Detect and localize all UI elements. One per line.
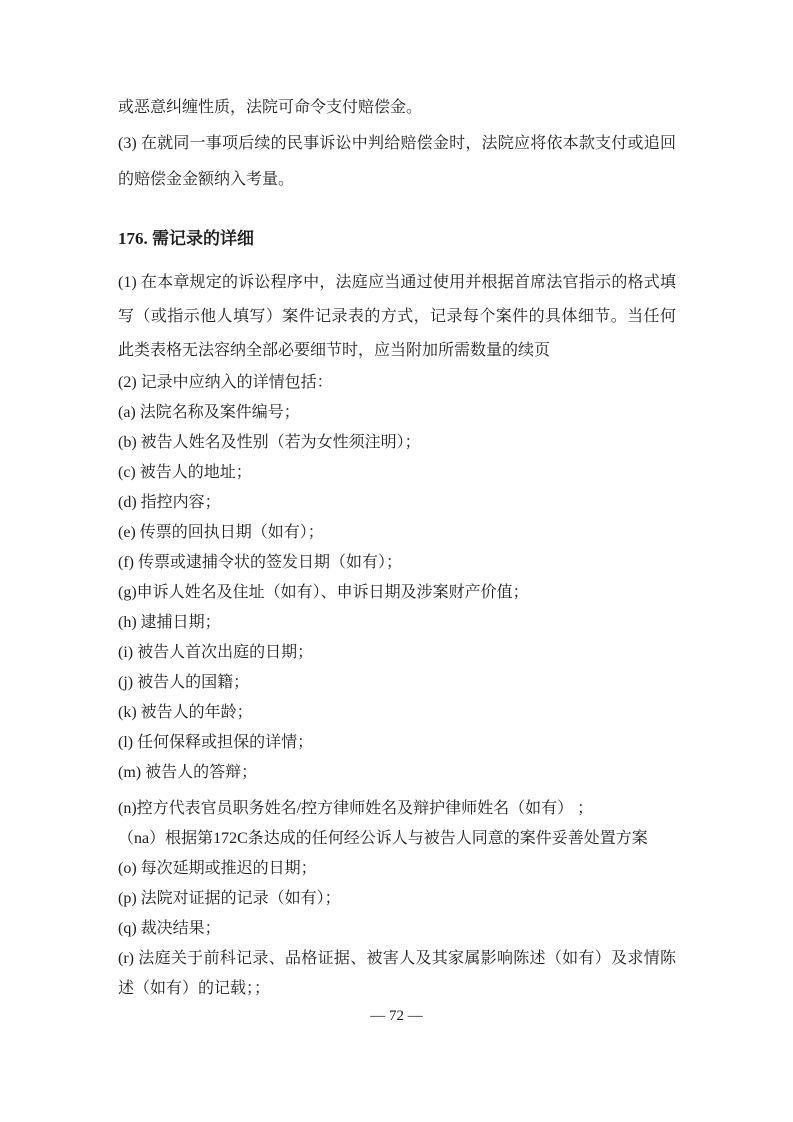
list-item-l: (l) 任何保释或担保的详情；	[118, 734, 314, 751]
list-item-r: (r) 法庭关于前科记录、品格证据、被害人及其家属影响陈述（如有）及求情陈述（如有）的记载；；	[118, 950, 676, 997]
section-paragraph-2: (2) 记录中应纳入的详情包括：	[118, 374, 333, 391]
list-item-o: (o) 每次延期或推迟的日期；	[118, 860, 317, 877]
intro-paragraph-continuation: 或恶意纠缠性质，法院可命令支付赔偿金。	[118, 99, 423, 116]
section-paragraph-1: (1) 在本章规定的诉讼程序中，法庭应当通过使用并根据首席法官指示的格式填写（或指示他人填写）案件记录表的方式，记录每个案件的具体细节。当任何此类表格无法容纳全部必要细节时，应当附加所需数量的续页	[118, 274, 676, 359]
list-item-h: (h) 逮捕日期；	[118, 614, 221, 631]
intro-paragraph-3: (3) 在就同一事项后续的民事诉讼中判给赔偿金时，法院应将依本款支付或追回的赔偿金金额纳入考量。	[118, 135, 676, 188]
list-item-p: (p) 法院对证据的记录（如有）；	[118, 890, 341, 907]
list-item-b: (b) 被告人姓名及性别（若为女性须注明）；	[118, 434, 421, 451]
list-item-a: (a) 法院名称及案件编号；	[118, 404, 300, 421]
page-number: — 72 —	[370, 1008, 423, 1024]
list-item-na: （na）根据第172C条达成的任何经公诉人与被告人同意的案件妥善处置方案	[118, 830, 648, 847]
list-item-e: (e) 传票的回执日期（如有）；	[118, 524, 324, 541]
list-item-d: (d) 指控内容；	[118, 494, 221, 511]
list-item-f: (f) 传票或逮捕令状的签发日期（如有）；	[118, 554, 402, 571]
list-item-n: (n)控方代表官员职务姓名/控方律师姓名及辩护律师姓名（如有） ；	[118, 800, 594, 817]
list-item-c: (c) 被告人的地址；	[118, 464, 252, 481]
list-item-m: (m) 被告人的答辩；	[118, 764, 258, 781]
list-item-j: (j) 被告人的国籍；	[118, 674, 250, 691]
section-heading: 176. 需记录的详细	[118, 229, 254, 248]
list-item-g: (g)申诉人姓名及住址（如有）、申诉日期及涉案财产价值；	[118, 584, 529, 601]
list-item-q: (q) 裁决结果；	[118, 920, 221, 937]
list-item-i: (i) 被告人首次出庭的日期；	[118, 644, 314, 661]
list-item-k: (k) 被告人的年龄；	[118, 704, 253, 721]
page-content	[118, 90, 676, 1004]
